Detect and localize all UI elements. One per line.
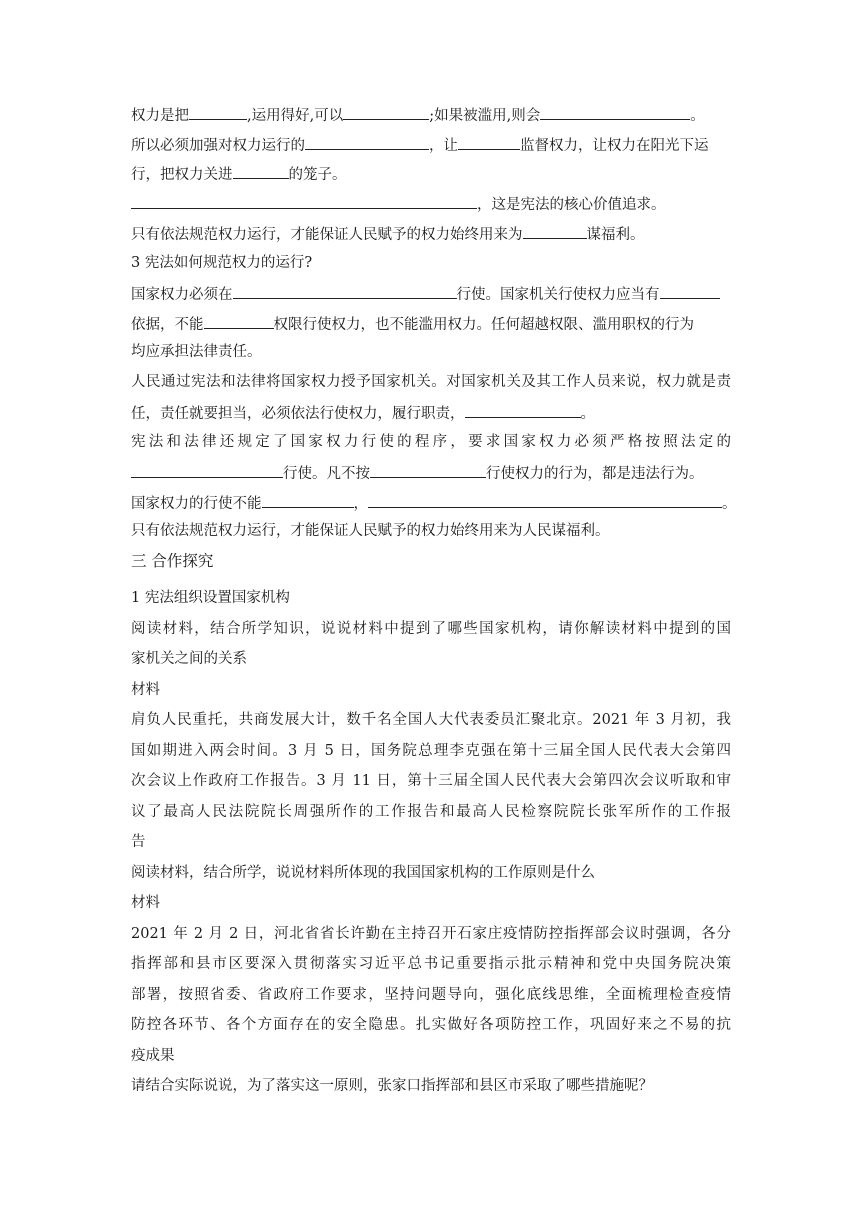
line-text: 指挥部和县市区要深入贯彻落实习近平总书记重要指示批示精神和党中央国务院决策 (131, 956, 731, 972)
text-line (131, 832, 731, 852)
line-text: 材料 (131, 682, 160, 698)
text-line (131, 1015, 731, 1035)
fill-blank[interactable] (262, 492, 354, 508)
text-line (131, 462, 731, 484)
question-heading (131, 253, 731, 273)
text-line (131, 802, 731, 822)
text-line (131, 771, 731, 791)
line-text: ，这是宪法的核心价值追求。 (477, 197, 666, 213)
line-text: 部署，按照省委、省政府工作要求，坚持问题导向，强化底线思维，全面梳理检查疫情 (131, 987, 731, 1003)
question-line (131, 1076, 731, 1096)
section-heading-text: 三 合作探究 (131, 552, 214, 570)
line-text: 监督权力，让权力在阳光下运 (520, 138, 709, 154)
text-line (131, 432, 731, 452)
line-text: 议了最高人民法院院长周强所作的工作报告和最高人民检察院院长张军所作的工作报 (131, 804, 731, 820)
line-text: 次会议上作政府工作报告。3 月 11 日，第十三届全国人民代表大会第四次会议听取和审 (131, 773, 731, 789)
text-line (131, 223, 731, 245)
text-line (131, 283, 731, 305)
fill-blank[interactable] (660, 283, 720, 299)
text-line (131, 313, 731, 335)
fill-blank[interactable] (204, 313, 274, 329)
text-line (131, 863, 731, 883)
line-text: 防控各环节、各个方面存在的安全隐患。扎实做好各项防控工作，巩固好来之不易的抗 (131, 1017, 731, 1033)
text-line (131, 492, 737, 514)
fill-blank[interactable] (465, 402, 581, 418)
line-text: 的笼子。 (288, 167, 347, 183)
line-text: 谋福利。 (586, 227, 645, 243)
material-label (131, 680, 731, 700)
line-text: 肩负人民重托，共商发展大计，数千名全国人大代表委员汇聚北京。2021 年 3 月初，我 (131, 712, 731, 728)
text-line (131, 402, 731, 424)
text-line (131, 924, 731, 944)
line-text: 依据，不能 (131, 317, 204, 333)
text-line (131, 372, 731, 392)
line-text: 材料 (131, 895, 160, 911)
fill-blank[interactable] (523, 223, 587, 239)
text-line (131, 104, 731, 126)
line-text: 。 (580, 406, 595, 422)
text-line (131, 163, 731, 185)
line-text: 。 (722, 496, 737, 512)
line-text: 只有依法规范权力运行，才能保证人民赋予的权力始终用来为人民谋福利。 (131, 523, 610, 539)
line-text: ;如果被滥用,则会 (429, 108, 541, 124)
section-heading (131, 551, 213, 571)
fill-blank[interactable] (343, 104, 429, 120)
text-line (131, 954, 731, 974)
line-text: 家机关之间的关系 (131, 651, 247, 667)
text-line (131, 619, 731, 639)
line-text: 只有依法规范权力运行，才能保证人民赋予的权力始终用来为 (131, 227, 523, 243)
fill-blank[interactable] (368, 492, 722, 508)
line-text: 请结合实际说说，为了落实这一原则，张家口指挥部和县区市采取了哪些措施呢？ (131, 1078, 653, 1094)
line-text: 权限行使权力，也不能滥用权力。任何超越权限、滥用职权的行为 (273, 317, 694, 333)
text-line (131, 1046, 731, 1066)
line-text: ,运用得好,可以 (247, 108, 344, 124)
line-text: 所以必须加强对权力运行的 (131, 138, 305, 154)
subsection-title (131, 588, 731, 608)
line-text: 行，把权力关进 (131, 167, 233, 183)
line-text: 国家权力的行使不能 (131, 496, 262, 512)
fill-blank[interactable] (540, 104, 690, 120)
line-text: 2021 年 2 月 2 日，河北省省长许勤在主持召开石家庄疫情防控指挥部会议时强调，各分 (131, 926, 731, 942)
text-line (131, 985, 731, 1005)
line-text: 行使。国家机关行使权力应当有 (456, 287, 660, 303)
fill-blank[interactable] (131, 462, 283, 478)
line-text: ，让 (429, 138, 458, 154)
text-line (131, 342, 731, 362)
fill-blank[interactable] (189, 104, 247, 120)
line-text: 阅读材料，结合所学知识，说说材料中提到了哪些国家机构，请你解读材料中提到的国 (131, 621, 731, 637)
line-text: 1 宪法组织设置国家机构 (131, 590, 290, 606)
fill-blank[interactable] (305, 134, 429, 150)
line-text: 均应承担法律责任。 (131, 344, 262, 360)
line-text: 任，责任就要担当，必须依法行使权力，履行职责， (131, 406, 465, 422)
fill-blank[interactable] (131, 193, 477, 209)
line-text: ， (353, 496, 368, 512)
line-text: 人民通过宪法和法律将国家权力授予国家机关。对国家机关及其工作人员来说，权力就是责 (131, 374, 731, 390)
text-line (131, 741, 731, 761)
text-line (131, 521, 731, 541)
line-text: 行使权力的行为，都是违法行为。 (486, 466, 704, 482)
fill-blank[interactable] (233, 283, 457, 299)
material-label (131, 893, 731, 913)
line-text: 告 (131, 834, 146, 850)
fill-blank[interactable] (233, 163, 289, 179)
line-text: 国家权力必须在 (131, 287, 233, 303)
line-text: 。 (690, 108, 705, 124)
text-line (131, 710, 731, 730)
line-text: 3 宪法如何规范权力的运行? (131, 255, 313, 271)
fill-blank[interactable] (458, 134, 520, 150)
text-line (131, 134, 731, 156)
text-line (131, 193, 731, 215)
fill-blank[interactable] (370, 462, 486, 478)
line-text: 宪法和法律还规定了国家权力行使的程序，要求国家权力必须严格按照法定的 (131, 434, 731, 450)
text-line (131, 649, 731, 669)
line-text: 权力是把 (131, 108, 189, 124)
line-text: 行使。凡不按 (283, 466, 370, 482)
line-text: 国如期进入两会时间。3 月 5 日，国务院总理李克强在第十三届全国人民代表大会第四 (131, 743, 731, 759)
line-text: 疫成果 (131, 1048, 175, 1064)
line-text: 阅读材料，结合所学，说说材料所体现的我国国家机构的工作原则是什么 (131, 865, 595, 881)
